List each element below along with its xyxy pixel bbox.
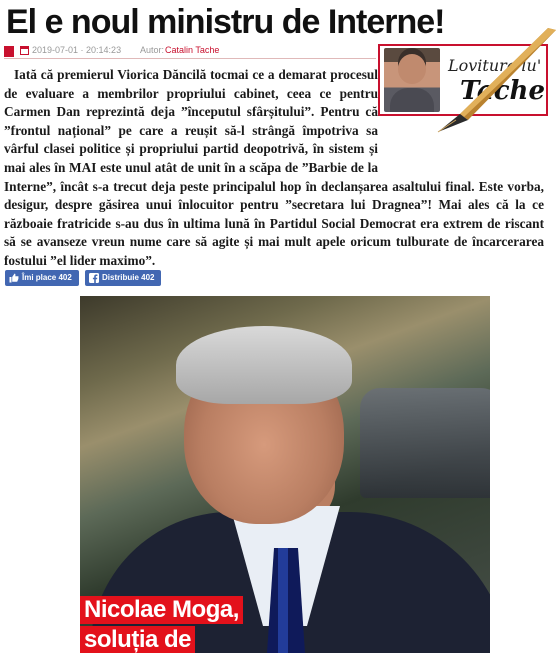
caption-line-2: soluția de — [80, 626, 195, 653]
author-link[interactable]: Catalin Tache — [165, 45, 220, 55]
share-button[interactable] — [85, 270, 161, 286]
facebook-icon — [89, 273, 99, 283]
article-paragraph: Iată că premierul Viorica Dăncilă tocmai ce a demarat procesul de evaluare a membrilor propriului cabinet, ceea ce pentru Carmen Dan reprezintă deja ”începutul sfârșitului”. Pentru că ”frontul național” pe care a reușit să-l strângă împotriva sa vârful clasei politice și propriului partid deopotrivă, în sistem și mai ales în MAI este unul atât de unit în a scăpa de ”Barbie de la Interne”, încât s-a trecut deja peste principalul hop în declanșarea asaltului final. Este vorba, desigur, despre găsirea unui înlocuitor pentru ”secretara lui Dragnea”! Mai ales că la ce războaie fratricide s-au dus în ultima lună în Partidul Social Democrat era extrem de riscant să se avanseze vreun nume care să agite și mai mult apele oricum tulburate de încarcerarea fostului ”el lider maximo”. — [4, 67, 544, 268]
calendar-icon — [20, 46, 29, 55]
like-count: Îmi place 402 — [22, 273, 72, 282]
article-photo — [80, 296, 490, 653]
like-button[interactable] — [5, 270, 79, 286]
share-count: Distribuie 402 — [102, 273, 155, 282]
article-body — [4, 66, 544, 271]
thumbs-up-icon — [9, 273, 19, 283]
article-title: El e noul ministru de Interne! — [6, 3, 445, 41]
publish-date: 2019-07-01 · 20:14:23 — [32, 45, 122, 55]
author-label: Autor: — [140, 45, 165, 55]
column-name-line2: Tache — [460, 76, 545, 106]
photo-caption — [80, 596, 243, 653]
caption-line-1: Nicolae Moga, — [80, 596, 243, 624]
article-meta — [4, 44, 376, 59]
column-name-line1: Lovitura lu' — [448, 56, 542, 75]
meta-accent-block — [4, 46, 14, 57]
